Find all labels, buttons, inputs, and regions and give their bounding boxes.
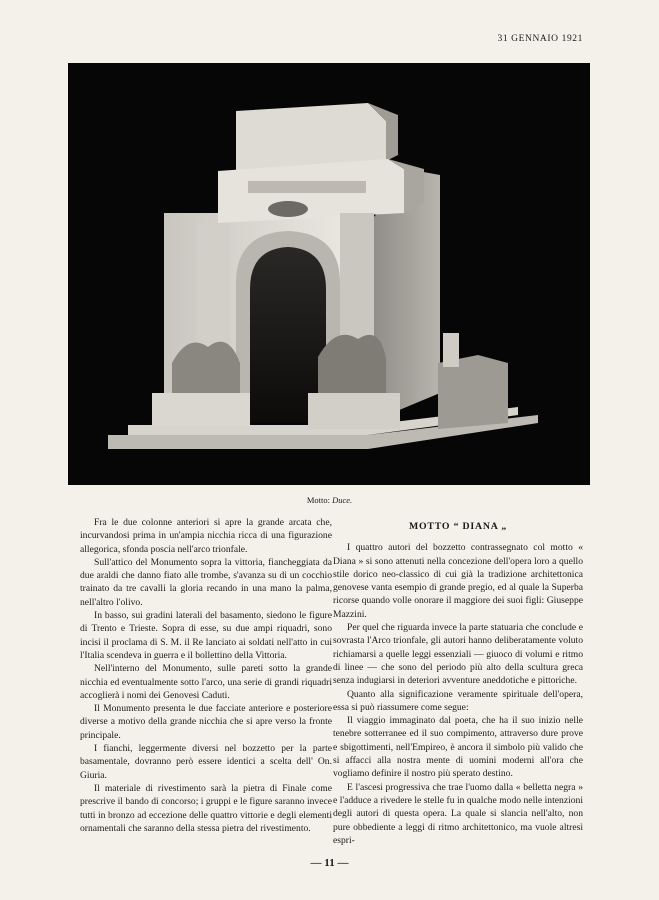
monument-photograph	[68, 63, 590, 485]
paragraph: I quattro autori del bozzetto contrassegnato col motto « Diana » si sono attenuti nella concezione dell'opera loro a quello stile dorico neo-classico di cui già la tradizione architettonica genovese vanta esempio di grande pregio, ed al quale la Superba ricorse quando volle onorare il maggiore dei suoi figli: Giuseppe Mazzini.	[333, 542, 583, 620]
paragraph: In basso, sui gradini laterali del basamento, siedono le figure di Trento e Trieste. Sopra di esse, su due ampi riquadri, sono incisi il proclama di S. M. il Re lanciato ai soldati nell'atto in cui l'Italia scendeva in guerra e il bollettino della Vittoria.	[80, 610, 332, 661]
right-pedestal	[308, 393, 400, 429]
paragraph: Il materiale di rivestimento sarà la pietra di Finale come prescrive il bando di concorso; i gruppi e le figure saranno invece tutti in bronzo ad eccezione delle quattro vittorie e degli elementi ornamentali che saranno della stessa pietra del rivestimento.	[80, 782, 332, 834]
paragraph: Per quel che riguarda invece la parte statuaria che conclude e sovrasta l'Arco trionfale, gli autori hanno deliberatamente voluto richiamarsi a quelle leggi essenziali — giuoco di volumi e ritmo di linee — che sono del periodo più alto della scultura greca senza indugiarsi in deteriori avventure aneddotiche e pittoriche.	[333, 622, 583, 687]
paragraph: Fra le due colonne anteriori si apre la grande arcata che, incurvandosi prima in un'ampia nicchia ricca di una figurazione allegorica, sfonda poscia nell'arco trionfale.	[80, 517, 332, 555]
right-sculpture-group	[318, 335, 386, 403]
page-number: — 11 —	[310, 857, 349, 869]
paragraph: Il Monumento presenta le due facciate anteriore e posteriore diverse a motivo della grande nicchia che si apre verso la fronte principale.	[80, 703, 332, 741]
eagle-emblem	[268, 201, 308, 217]
section-heading: MOTTO “ DIANA „	[408, 521, 508, 532]
left-text-column	[80, 516, 332, 835]
inscription-band	[248, 181, 366, 193]
paragraph: I fianchi, leggermente diversi nel bozzetto per la parte basamentale, dovranno però essere identici a scelta dell' On. Giuria.	[80, 743, 332, 781]
caption-label: Motto:	[306, 495, 330, 505]
caption-motto: Duce.	[332, 495, 353, 505]
header-date: 31 GENNAIO 1921	[497, 34, 583, 44]
monument-model-illustration	[68, 63, 590, 485]
paragraph: Quanto alla significazione veramente spirituale dell'opera, essa si può riassumere come segue:	[333, 688, 583, 713]
paragraph: Sull'attico del Monumento sopra la vittoria, fiancheggiata da due araldi che danno fiato alle trombe, s'avanza su di un cocchio trainato da tre cavalli la gloria recando in una mano la palma, nell'altro l'olivo.	[80, 556, 332, 608]
right-text-column	[333, 516, 583, 847]
figure-caption	[0, 495, 659, 505]
paragraph: Nell'interno del Monumento, sulle pareti sotto la grande nicchia ed eventualmente sotto l'arco, una serie di grandi riquadri accoglierà i nomi dei Genovesi Caduti.	[80, 663, 332, 701]
side-statue	[443, 333, 459, 367]
paragraph: Il viaggio immaginato dal poeta, che ha il suo inizio nelle tenebre sotterranee ed il suo compimento, attraverso dure prove e sbigottimenti, nell'Empireo, è ancora il simbolo più valido che si affacci alla nostra mente di uomini moderni all'ora che vogliamo definire il nostro più sperato destino.	[333, 715, 583, 780]
paragraph: E l'ascesi progressiva che trae l'uomo dalla « belletta negra » e l'adduce a rivedere le stelle fu in qualche modo nelle intenzioni degli autori di questa opera. La quale si slancia nell'alto, non pure obbediente a leggi di ritmo architettonico, ma vuole altresì espri-	[333, 781, 583, 846]
left-pedestal	[152, 393, 250, 427]
